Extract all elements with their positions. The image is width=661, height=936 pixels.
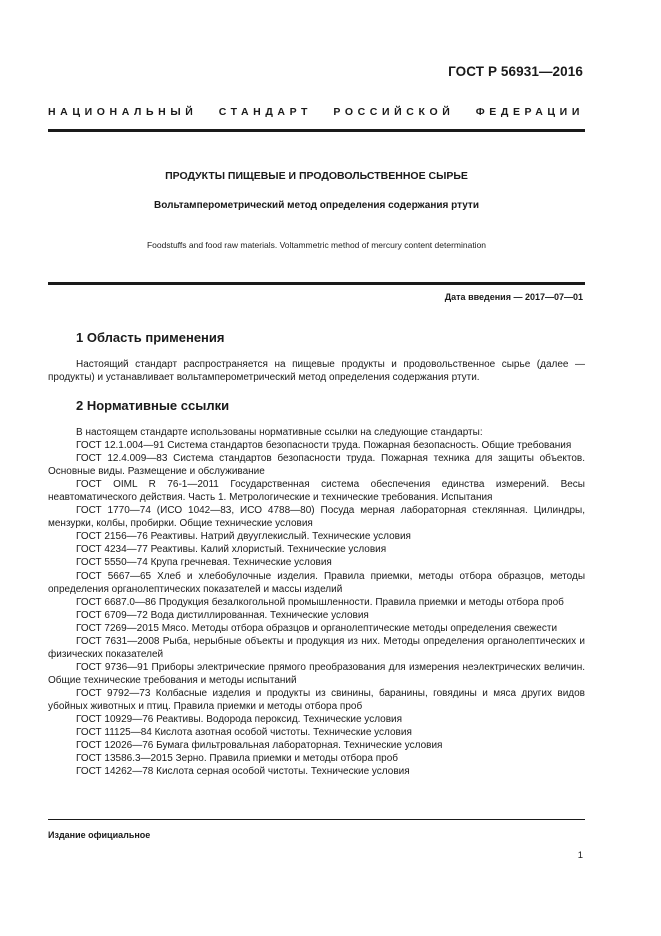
reference-title: Реактивы. Натрий двууглекислый. Технические условия — [150, 531, 411, 543]
reference-code: ГОСТ 12.4.009—83 — [76, 453, 168, 465]
reference-item — [48, 687, 585, 713]
references-list — [48, 439, 585, 778]
reference-code: ГОСТ 9736—91 — [76, 661, 149, 673]
document-title: ПРОДУКТЫ ПИЩЕВЫЕ И ПРОДОВОЛЬСТВЕННОЕ СЫРЬЕ — [165, 170, 468, 182]
reference-code: ГОСТ 4234—77 — [76, 544, 148, 556]
section-2-body — [48, 426, 585, 778]
reference-title: Колбасные изделия и продукты из свинины, баранины, говядины и мяса других видов убойных животных и птиц. Правила приемки и методы отбора проб — [48, 687, 585, 712]
banner-word: РОССИЙСКОЙ — [333, 106, 455, 118]
reference-title: Бумага фильтровальная лабораторная. Технические условия — [156, 740, 443, 752]
section-1-heading: 1 Область применения — [76, 330, 225, 345]
reference-title: Вода дистиллированная. Технические условия — [150, 609, 369, 621]
reference-item — [48, 543, 585, 556]
reference-code: ГОСТ 2156—76 — [76, 531, 148, 543]
reference-code: ГОСТ 7269—2015 — [76, 622, 159, 634]
reference-item — [48, 726, 585, 739]
header-divider — [48, 129, 585, 132]
scope-paragraph: Настоящий стандарт распространяется на пищевые продукты и продовольственное сырье (далее — продукты) и устанавливает вольтамперометрический метод определения содержания ртути. — [48, 359, 585, 384]
reference-code: ГОСТ 6687.0—86 — [76, 596, 157, 608]
reference-title: Мясо. Методы отбора образцов и органолептические методы определения свежести — [161, 622, 558, 634]
reference-item — [48, 765, 585, 778]
reference-item — [48, 478, 585, 504]
reference-item — [48, 752, 585, 765]
footer-divider — [48, 819, 585, 820]
reference-item — [48, 570, 585, 596]
references-intro: В настоящем стандарте использованы нормативные ссылки на следующие стандарты: — [76, 427, 483, 438]
reference-code: ГОСТ 1770—74 (ИСО 1042—83, ИСО 4788—80) — [76, 505, 315, 517]
reference-item — [48, 622, 585, 635]
reference-item — [48, 713, 585, 726]
reference-item — [48, 504, 585, 530]
reference-title: Крупа гречневая. Технические условия — [150, 557, 332, 569]
reference-title: Зерно. Правила приемки и методы отбора проб — [175, 753, 398, 765]
section-2-heading: 2 Нормативные ссылки — [76, 398, 230, 413]
reference-code: ГОСТ 10929—76 — [76, 714, 154, 726]
reference-title: Посуда мерная лабораторная стеклянная. Цилиндры, мензурки, колбы, пробирки. Общие технические условия — [48, 505, 585, 530]
reference-title: Кислота азотная особой чистоты. Технические условия — [154, 727, 412, 739]
reference-code: ГОСТ 12026—76 — [76, 740, 154, 752]
reference-item — [48, 530, 585, 543]
banner-word: ФЕДЕРАЦИИ — [475, 106, 584, 118]
reference-item — [48, 635, 585, 661]
reference-title: Система стандартов безопасности труда. Пожарная безопасность. Общие требования — [167, 440, 572, 452]
page-number: 1 — [577, 850, 583, 861]
reference-item — [48, 452, 585, 478]
reference-title: Приборы электрические прямого преобразования для измерения неэлектрических величин. Общие технические требования и методы испытаний — [48, 661, 585, 686]
reference-item — [48, 661, 585, 687]
reference-item — [48, 556, 585, 569]
reference-code: ГОСТ 5550—74 — [76, 557, 148, 569]
reference-title: Реактивы. Калий хлористый. Технические условия — [150, 544, 387, 556]
introduction-date: Дата введения — 2017—07—01 — [444, 292, 583, 302]
reference-title: Система стандартов безопасности труда. Пожарная техника для защиты объектов. Основные виды. Размещение и обслуживание — [48, 453, 585, 478]
national-standard-banner — [48, 106, 584, 118]
reference-title: Продукция безалкогольной промышленности. Правила приемки и методы отбора проб — [158, 596, 564, 608]
reference-code: ГОСТ 13586.3—2015 — [76, 753, 173, 765]
edition-note: Издание официальное — [48, 830, 151, 840]
reference-title: Рыба, нерыбные объекты и продукция из них. Методы определения органолептических и физических показателей — [48, 635, 586, 660]
standard-number: ГОСТ Р 56931—2016 — [448, 64, 583, 79]
banner-word: СТАНДАРТ — [218, 106, 313, 118]
reference-code: ГОСТ 7631—2008 — [76, 635, 160, 647]
section-1-body — [48, 358, 585, 384]
reference-code: ГОСТ 6709—72 — [76, 609, 148, 621]
reference-item — [48, 609, 585, 622]
reference-title: Кислота серная особой чистоты. Технические условия — [156, 766, 410, 778]
reference-code: ГОСТ 5667—65 — [76, 570, 152, 582]
reference-code: ГОСТ 12.1.004—91 — [76, 440, 165, 452]
document-subtitle: Вольтамперометрический метод определения содержания ртути — [154, 200, 479, 211]
reference-code: ГОСТ 9792—73 — [76, 687, 151, 699]
banner-word: НАЦИОНАЛЬНЫЙ — [48, 106, 198, 118]
reference-item — [48, 439, 585, 452]
title-divider — [48, 282, 585, 285]
reference-item — [48, 596, 585, 609]
reference-code: ГОСТ 11125—84 — [76, 727, 152, 739]
reference-code: ГОСТ OIML R 76-1—2011 — [76, 479, 219, 491]
reference-item — [48, 739, 585, 752]
reference-title: Хлеб и хлебобулочные изделия. Правила приемки, методы отбора образцов, методы определения органолептических показателей и массы изделий — [48, 570, 586, 595]
reference-code: ГОСТ 14262—78 — [76, 766, 154, 778]
reference-title: Реактивы. Водорода пероксид. Технические условия — [156, 714, 403, 726]
reference-title: Государственная система обеспечения единства измерений. Весы неавтоматического действия. Часть 1. Метрологические и технические требования. Испытания — [48, 479, 585, 504]
english-title: Foodstuffs and food raw materials. Voltammetric method of mercury content determination — [146, 240, 487, 250]
